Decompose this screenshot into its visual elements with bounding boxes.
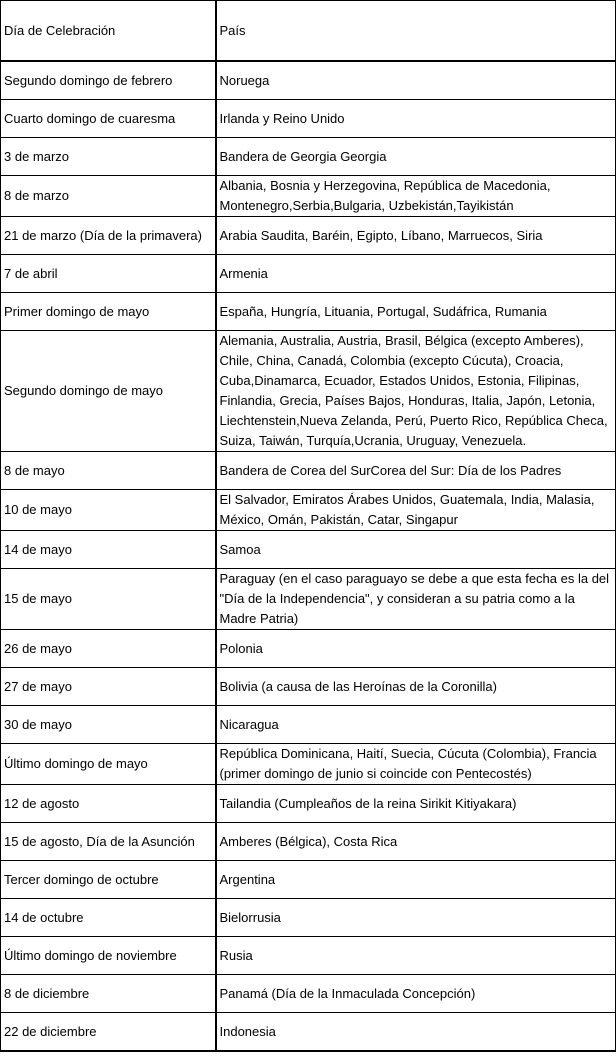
row-countries: España, Hungría, Lituania, Portugal, Sudáfrica, Rumania: [216, 293, 616, 331]
table-row: [1, 176, 616, 217]
table-row: [1, 61, 616, 100]
table-row: [1, 668, 616, 706]
row-day: 21 de marzo (Día de la primavera): [1, 217, 216, 255]
row-day: 15 de agosto, Día de la Asunción: [1, 823, 216, 861]
row-countries: Arabia Saudita, Baréin, Egipto, Líbano, Marruecos, Siria: [216, 217, 616, 255]
table-row: [1, 1013, 616, 1052]
table-row: [1, 630, 616, 668]
table-row: [1, 331, 616, 452]
row-day: 14 de mayo: [1, 531, 216, 569]
row-day: 14 de octubre: [1, 899, 216, 937]
row-day: Segundo domingo de febrero: [1, 61, 216, 100]
table-row: [1, 899, 616, 937]
row-countries: Nicaragua: [216, 706, 616, 744]
table-row: [1, 937, 616, 975]
table-row: [1, 785, 616, 823]
header-country: País: [216, 1, 616, 62]
row-countries: Irlanda y Reino Unido: [216, 100, 616, 138]
row-day: Tercer domingo de octubre: [1, 861, 216, 899]
row-day: 8 de marzo: [1, 176, 216, 217]
row-day: 3 de marzo: [1, 138, 216, 176]
row-countries: Bandera de Georgia Georgia: [216, 138, 616, 176]
row-day: 10 de mayo: [1, 490, 216, 531]
row-countries: Bolivia (a causa de las Heroínas de la Coronilla): [216, 668, 616, 706]
table-row: [1, 100, 616, 138]
row-day: Cuarto domingo de cuaresma: [1, 100, 216, 138]
row-countries: Tailandia (Cumpleaños de la reina Sirikit Kitiyakara): [216, 785, 616, 823]
row-countries: Alemania, Australia, Austria, Brasil, Bélgica (excepto Amberes), Chile, China, Canadá, Colombia (excepto Cúcuta), Croacia, Cuba,Dinamarca, Ecuador, Estados Unidos, Estonia, Filipinas, Finlandia, Grecia, Países Bajos, Honduras, Italia, Japón, Letonia, Liechtenstein,Nueva Zelanda, Perú, Puerto Rico, República Checa, Suiza, Taiwán, Turquía,Ucrania, Uruguay, Venezuela.: [216, 331, 616, 452]
table-row: [1, 975, 616, 1013]
header-day: Día de Celebración: [1, 1, 216, 62]
row-countries: Rusia: [216, 937, 616, 975]
row-countries: Polonia: [216, 630, 616, 668]
table-row: [1, 744, 616, 785]
row-countries: Noruega: [216, 61, 616, 100]
row-countries: Paraguay (en el caso paraguayo se debe a que esta fecha es la del "Día de la Independencia", y consideran a su patria como a la Madre Patria): [216, 569, 616, 630]
table-row: [1, 490, 616, 531]
row-day: 12 de agosto: [1, 785, 216, 823]
row-countries: Bielorrusia: [216, 899, 616, 937]
row-day: Último domingo de mayo: [1, 744, 216, 785]
row-countries: El Salvador, Emiratos Árabes Unidos, Guatemala, India, Malasia, México, Omán, Pakistán, Catar, Singapur: [216, 490, 616, 531]
row-day: 26 de mayo: [1, 630, 216, 668]
row-countries: Indonesia: [216, 1013, 616, 1052]
row-day: 22 de diciembre: [1, 1013, 216, 1052]
table-row: [1, 452, 616, 490]
row-day: 27 de mayo: [1, 668, 216, 706]
row-day: 7 de abril: [1, 255, 216, 293]
row-countries: Bandera de Corea del SurCorea del Sur: Día de los Padres: [216, 452, 616, 490]
row-countries: Amberes (Bélgica), Costa Rica: [216, 823, 616, 861]
row-day: 8 de diciembre: [1, 975, 216, 1013]
row-countries: Albania, Bosnia y Herzegovina, República de Macedonia, Montenegro,Serbia,Bulgaria, Uzbekistán,Tayikistán: [216, 176, 616, 217]
row-countries: Argentina: [216, 861, 616, 899]
row-day: 15 de mayo: [1, 569, 216, 630]
table-row: [1, 255, 616, 293]
table-row: [1, 531, 616, 569]
row-day: 30 de mayo: [1, 706, 216, 744]
row-countries: Samoa: [216, 531, 616, 569]
table-row: [1, 293, 616, 331]
table-row: [1, 823, 616, 861]
table-row: [1, 706, 616, 744]
row-countries: República Dominicana, Haití, Suecia, Cúcuta (Colombia), Francia (primer domingo de junio si coincide con Pentecostés): [216, 744, 616, 785]
row-countries: Armenia: [216, 255, 616, 293]
row-countries: Panamá (Día de la Inmaculada Concepción): [216, 975, 616, 1013]
table-header-row: [1, 1, 616, 62]
row-day: Primer domingo de mayo: [1, 293, 216, 331]
row-day: Segundo domingo de mayo: [1, 331, 216, 452]
table-row: [1, 138, 616, 176]
row-day: 8 de mayo: [1, 452, 216, 490]
table-row: [1, 217, 616, 255]
row-day: Último domingo de noviembre: [1, 937, 216, 975]
table-row: [1, 861, 616, 899]
table-row: [1, 569, 616, 630]
